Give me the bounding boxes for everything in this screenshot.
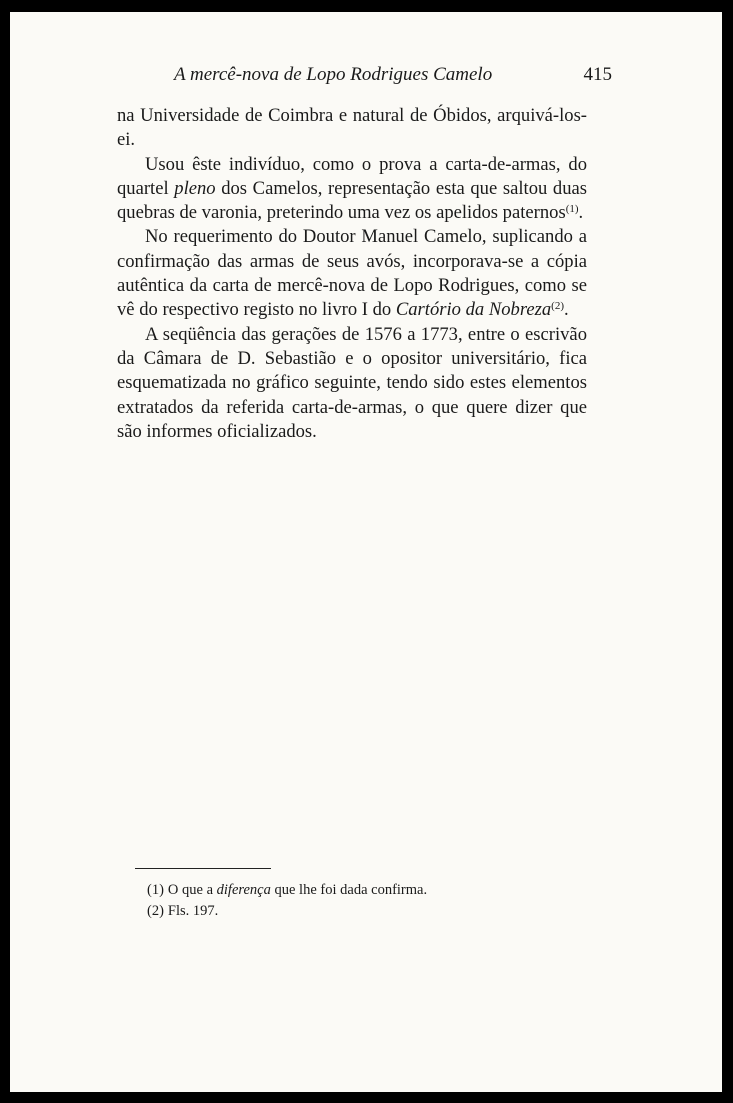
footnote-rule [135, 868, 271, 869]
paragraph-3 [117, 225, 587, 322]
footnote-1-text-a: O que a [167, 882, 217, 898]
body-text [117, 104, 587, 444]
footnotes [147, 880, 567, 922]
footnote-2-text: Fls. 197. [167, 903, 219, 919]
footnote-ref-2: (2) [551, 300, 564, 313]
paragraph-3-text-a: No requerimento do Doutor Manuel Camelo, suplicando a confirmação das armas de seus avós, incorporava-se a cópia autêntica da carta de mercê-nova de Lopo Rodrigues, como se vê do respectivo registo no livro I do [117, 226, 587, 321]
footnote-1-mark: (1) [147, 882, 164, 898]
book-page [10, 12, 722, 1092]
paragraph-2 [117, 153, 587, 226]
paragraph-3-end: . [564, 299, 569, 321]
footnote-2 [147, 901, 567, 922]
footnote-1-emphasis: diferença [216, 882, 271, 898]
paragraph-1 [117, 104, 587, 153]
footnote-2-mark: (2) [147, 903, 164, 919]
paragraph-4-text: A seqüência das gerações de 1576 a 1773, entre o escrivão da Câmara de D. Sebastião e o opositor universitário, fica esquematizada no gráfico seguinte, tendo sido estes elementos extratados da referida carta-de-armas, o que quere dizer que são informes oficializados. [117, 323, 587, 442]
paragraph-2-emphasis: pleno [174, 177, 216, 199]
paragraph-2-text-b: dos Camelos, representação esta que saltou duas quebras de varonia, preterindo uma vez os apelidos paternos [117, 177, 587, 224]
page-header [174, 64, 612, 90]
paragraph-1-text: na Universidade de Coimbra e natural de Óbidos, arquivá-los-ei. [117, 105, 587, 151]
paragraph-2-end: . [578, 202, 584, 224]
paragraph-4 [117, 323, 587, 444]
footnote-ref-1: (1) [565, 203, 579, 216]
footnote-1-text-b: que lhe foi dada confirma. [270, 882, 428, 898]
footnote-1 [147, 880, 567, 901]
page-number: 415 [583, 64, 612, 85]
paragraph-2-text-a: Usou êste indivíduo, como o prova a carta-de-armas, do quartel [117, 153, 587, 199]
running-head: A mercê-nova de Lopo Rodrigues Camelo [174, 64, 493, 85]
paragraph-3-emphasis: Cartório da Nobreza [395, 299, 552, 321]
